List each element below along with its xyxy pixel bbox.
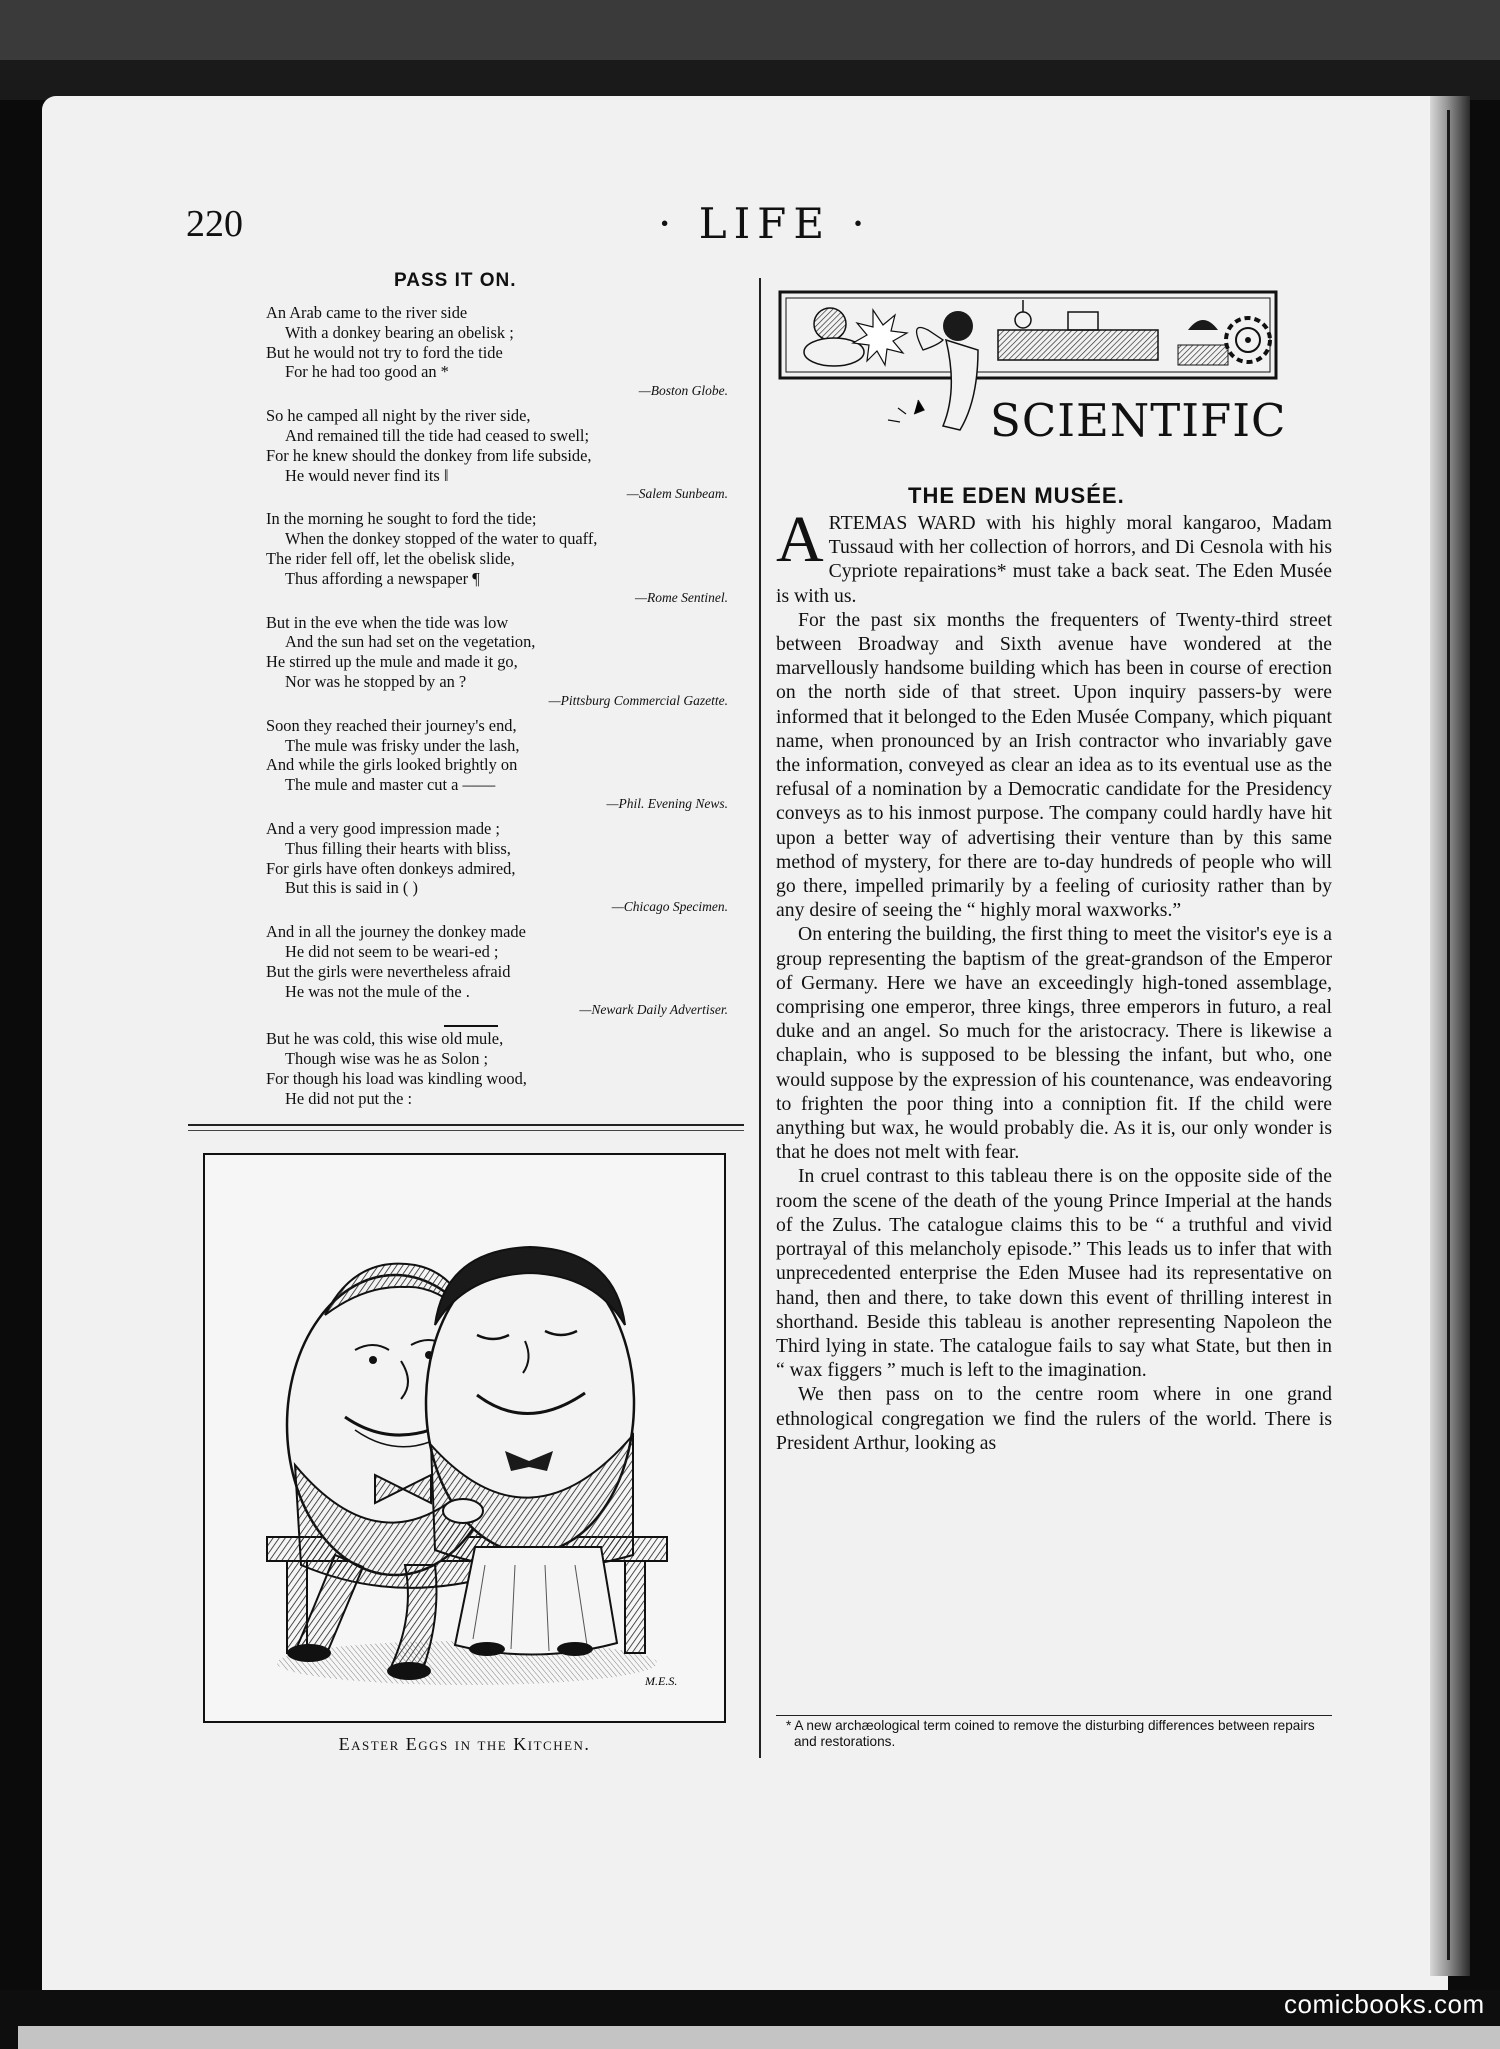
poem-line: The mule was frisky under the lash,	[285, 735, 520, 755]
humpty-dumpty-cartoon	[205, 1155, 724, 1721]
masthead: · LIFE ·	[658, 199, 872, 248]
poem-line: And in all the journey the donkey made	[266, 922, 526, 942]
artist-signature: M.E.S.	[645, 1674, 678, 1688]
binding-line	[1447, 110, 1450, 1960]
article-paragraph-1	[776, 503, 1332, 608]
article-paragraph-2: For the past six months the frequenters of Twenty-third street between Broadway and Sixth avenue have wondered at the marvellously handsome building which has been in course of erection on the north side of that street. Upon inquiry passers-by were informed that it belonged to the Eden Musée Company, which piquant name, when pronounced by an Irish contractor who invariably gave the information, conveyed as clear an idea as to its eventual use as the refusal of a nomination by a Democratic candidate for the Presidency conveys as to his inmost purpose. The company could hardly have hit upon a better way of advertising their venture than by this same method of mystery, for there are to-day hundreds of people who will go there, impelled primarily by a feeling of curiosity rather than by any desire of seeing the “ highly moral waxworks.”	[776, 608, 1332, 922]
poem-line: When the donkey stopped of the water to quaff,	[285, 529, 598, 549]
cartoon-caption: Easter Eggs in the Kitchen.	[338, 1734, 591, 1754]
poem-source: —Rome Sentinel.	[635, 589, 728, 605]
article-paragraph-3: On entering the building, the first thing to meet the visitor's eye is a group representing the baptism of the great-grandson of the Emperor of Germany. Here we have an exceedingly high-toned assemblage, comprising one emperor, three kings, three emperors in futuro, a real duke and an angel. So much for the aristocracy. There is likewise a chaplain, who is supposed to be blessing the infant, but who, one would suppose by the expression of his countenance, was endeavoring to frighten the poor thing into a conniption fit. If the child were anything but wax, he would probably die. As it is, our only wonder is that he does not melt with fear.	[776, 923, 1332, 1164]
poem-line: He was not the mule of the .	[285, 981, 470, 1001]
poem-line: And while the girls looked brightly on	[266, 755, 518, 775]
poem-line: And a very good impression made ;	[266, 818, 500, 838]
poem-stanza	[266, 716, 728, 812]
poem-stanza	[266, 303, 728, 399]
poem-stanza	[266, 613, 728, 709]
article-paragraph-5: We then pass on to the centre room where in one grand ethnological congregation we find the rulers of the world. There is President Arthur, looking as	[776, 1383, 1332, 1454]
poem-line: Thus affording a newspaper ¶	[285, 568, 480, 588]
poem-line: But he would not try to ford the tide	[266, 342, 503, 362]
poem-line: The mule and master cut a ——	[285, 775, 496, 795]
poem-line: For he had too good an *	[285, 362, 449, 382]
poem-source: —Salem Sunbeam.	[626, 486, 728, 502]
poem-line: Nor was he stopped by an ?	[285, 671, 467, 691]
poem-body	[266, 303, 728, 1116]
poem-line: Though wise was he as Solon ;	[285, 1049, 489, 1069]
section-divider	[188, 1124, 744, 1126]
poem-line: For he knew should the donkey from life subside,	[266, 445, 592, 465]
cartoon-frame	[203, 1153, 726, 1723]
next-page-edge	[18, 2026, 1500, 2049]
section-divider-thin	[188, 1130, 744, 1131]
poem-line: The rider fell off, let the obelisk slide,	[266, 548, 515, 568]
poem-line: So he camped all night by the river side,	[266, 406, 531, 426]
binding-spine	[1430, 96, 1470, 1976]
poem-source: —Newark Daily Advertiser.	[579, 1002, 728, 1018]
poem-stanza	[266, 819, 728, 915]
poem-source: —Pittsburg Commercial Gazette.	[548, 692, 728, 708]
poem-stanza	[266, 1029, 728, 1108]
poem-line: An Arab came to the river side	[266, 303, 468, 322]
poem-line: Thus filling their hearts with bliss,	[285, 838, 511, 858]
poem-source: —Phil. Evening News.	[606, 795, 728, 811]
poem-line: But the girls were nevertheless afraid	[266, 961, 511, 981]
poem-line: He did not put the :	[285, 1088, 413, 1108]
poem-line: Soon they reached their journey's end,	[266, 715, 517, 735]
poem-stanza	[266, 509, 728, 605]
poem-stanza	[266, 922, 728, 1018]
article-body	[776, 503, 1332, 1455]
watermark: comicbooks.com	[1284, 1989, 1485, 2019]
scan-top-shadow	[0, 60, 1500, 100]
poem-source: —Chicago Specimen.	[611, 899, 728, 915]
poem-line: He stirred up the mule and made it go,	[266, 652, 518, 672]
poem-line: He did not seem to be weari-ed ;	[285, 941, 499, 961]
poem-line: With a donkey bearing an obelisk ;	[285, 322, 514, 342]
article-paragraph-1-text: RTEMAS WARD with his highly moral kangaroo, Madam Tussaud with her collection of horrors, and Di Cesnola with his Cypriote repairations* must take a back seat. The Eden Musée is with us.	[776, 512, 1332, 607]
poem-line: But he was cold, this wise old mule,	[266, 1029, 504, 1049]
poem-line: For though his load was kindling wood,	[266, 1068, 527, 1088]
section-title: SCIENTIFIC	[990, 394, 1287, 447]
poem-title: PASS IT ON.	[394, 270, 517, 291]
stanza-separator	[444, 1025, 498, 1027]
poem-line: But this is said in ( )	[285, 878, 418, 898]
poem-stanza	[266, 406, 728, 502]
poem-line: In the morning he sought to ford the tide;	[266, 509, 537, 529]
page-number: 220	[186, 203, 243, 245]
article-title: THE EDEN MUSÉE.	[908, 483, 1125, 508]
footnote: * A new archæological term coined to remove the disturbing differences between repairs and restorations.	[786, 1718, 1315, 1749]
article-paragraph-4: In cruel contrast to this tableau there is on the opposite side of the room the scene of the death of the young Prince Imperial at the hands of the Zulus. The catalogue claims this to be “ a truthful and vivid portrayal of this melancholy episode.” This leads us to infer that with unprecedented enterprise the Eden Musee had its representative on hand, then and there, to take down this event of thrilling interest in shorthand. Beside this tableau is another representing Napoleon the Third lying in state. The catalogue fails to say what State, but then in “ wax figgers ” much is left to the imagination.	[776, 1165, 1332, 1382]
poem-line: He would never find its ‖	[285, 465, 449, 485]
poem-line: But in the eve when the tide was low	[266, 612, 509, 632]
poem-line: And the sun had set on the vegetation,	[285, 632, 536, 652]
footnote-rule	[776, 1715, 1332, 1716]
column-rule	[759, 278, 761, 1758]
drop-cap: A	[776, 503, 824, 576]
poem-source: —Boston Globe.	[638, 383, 728, 399]
poem-line: And remained till the tide had ceased to swell;	[285, 425, 590, 445]
poem-line: For girls have often donkeys admired,	[266, 858, 516, 878]
